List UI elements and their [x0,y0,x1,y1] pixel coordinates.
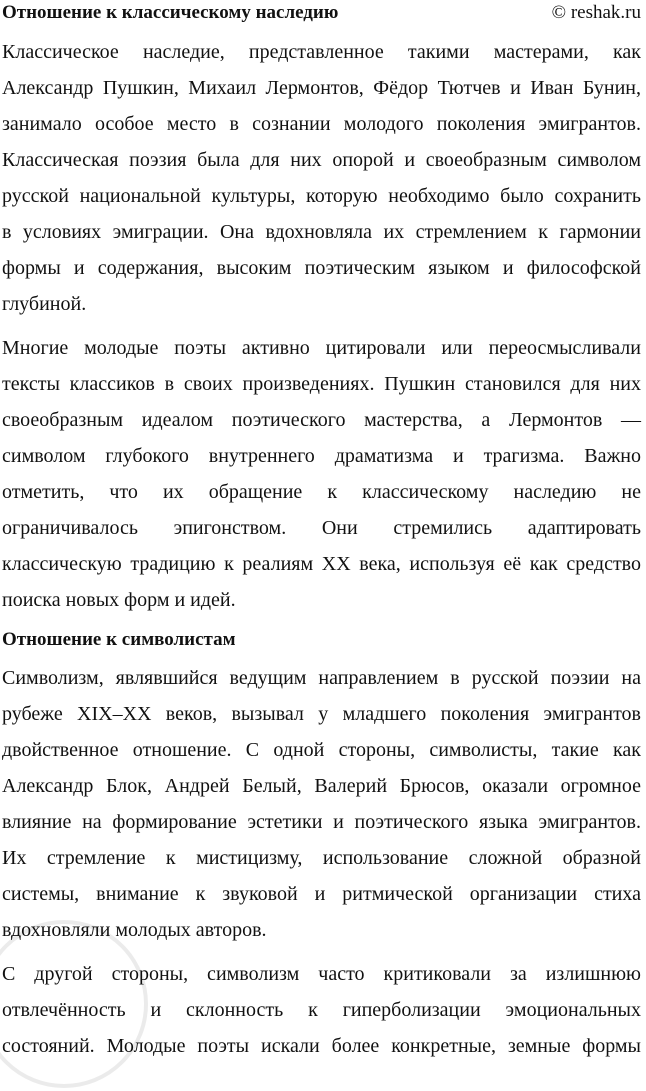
text-line: глубиной. [2,293,87,315]
text-line: С другой стороны, символизм часто критиковали за излишнюю [2,963,641,985]
paragraph [2,34,641,322]
site-watermark-label: © reshak.ru [551,2,641,23]
text-line: состояний. Молодые поэты искали более конкретные, земные формы [2,1035,641,1057]
text-line: рубеже XIX–XX веков, вызывал у младшего поколения эмигрантов [2,703,641,725]
text-line: классическую традицию к реалиям XX века, используя её как средство [2,553,641,575]
section-heading: Отношение к символистам [2,629,236,650]
text-line: Классическое наследие, представленное такими мастерами, как [2,41,641,63]
paragraph [2,660,641,948]
text-line: Классическая поэзия была для них опорой и своеобразным символом [2,149,641,171]
text-line: системы, внимание к звуковой и ритмической организации стиха [2,883,641,905]
text-line: тексты классиков в своих произведениях. Пушкин становился для них [2,373,641,395]
text-line: русской национальной культуры, которую необходимо было сохранить [2,185,641,207]
text-line: поиска новых форм и идей. [2,589,236,611]
text-line: символом глубокого внутреннего драматизма и трагизма. Важно [2,445,641,467]
text-line: двойственное отношение. С одной стороны, символисты, такие как [2,739,641,761]
text-line: Символизм, являвшийся ведущим направлением в русской поэзии на [2,667,641,689]
text-line: Многие молодые поэты активно цитировали или переосмысливали [2,337,641,359]
text-line: занимало особое место в сознании молодого поколения эмигрантов. [2,113,641,135]
text-line: отметить, что их обращение к классическому наследию не [2,481,641,503]
page-header [2,0,641,26]
text-line: вдохновляли молодых авторов. [2,919,267,941]
paragraph [2,956,641,1064]
text-line: в условиях эмиграции. Она вдохновляла их стремлением к гармонии [2,221,641,243]
section-symbolists [2,660,641,1064]
text-line: отвлечённость и склонность к гиперболизации эмоциональных [2,999,641,1021]
text-line: ограничивалось эпигонством. Они стремились адаптировать [2,517,641,539]
paragraph [2,330,641,618]
section-classical [2,34,641,618]
section-heading: Отношение к классическому наследию [2,2,339,23]
text-line: влияние на формирование эстетики и поэтического языка эмигрантов. [2,811,641,833]
text-line: своеобразным идеалом поэтического мастерства, а Лермонтов — [2,409,641,431]
text-line: Их стремление к мистицизму, использование сложной образной [2,847,641,869]
text-line: Александр Блок, Андрей Белый, Валерий Брюсов, оказали огромное [2,775,641,797]
text-line: формы и содержания, высоким поэтическим языком и философской [2,257,641,279]
text-line: Александр Пушкин, Михаил Лермонтов, Фёдор Тютчев и Иван Бунин, [2,77,641,99]
